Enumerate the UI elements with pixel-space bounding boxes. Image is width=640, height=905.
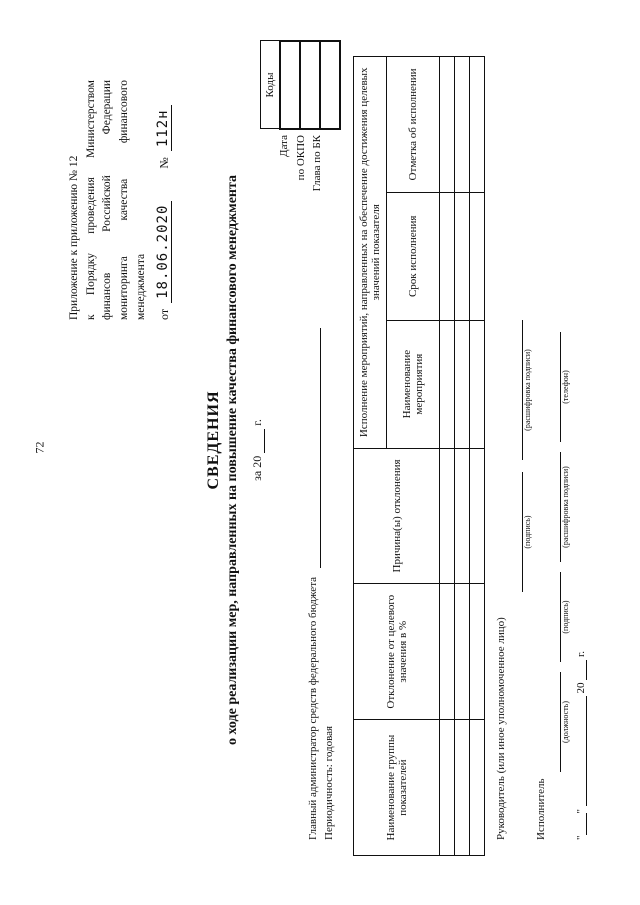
code-label-bk: Глава по БК — [311, 135, 323, 192]
measures-table — [353, 56, 485, 856]
appendix-word: проведения — [84, 177, 97, 234]
caption-decode: (расшифровка подписи) — [561, 466, 570, 548]
table-row — [470, 57, 485, 856]
admin-block — [305, 328, 337, 840]
code-cell-bk — [320, 41, 340, 129]
codes-box — [260, 40, 341, 130]
appendix-word: Порядку — [84, 253, 97, 296]
appendix-word: Федерации — [101, 80, 114, 135]
page-number: 72 — [32, 441, 47, 454]
executor-sign — [543, 572, 570, 662]
appendix-line-1: Приложение к приложению № 12 — [68, 155, 80, 320]
periodicity: Периодичность: годовая — [323, 725, 335, 840]
codes-header: Коды — [261, 41, 281, 129]
reporting-period — [250, 350, 265, 550]
header-group-name: Наименование группы показателей — [354, 720, 440, 856]
appendix-line-4 — [116, 80, 133, 320]
appendix-block — [66, 80, 149, 320]
period-year-blank — [264, 429, 265, 453]
sign-date — [575, 651, 587, 840]
header-deviation: Отклонение от целевого значения в % — [354, 584, 440, 720]
admin-line — [305, 328, 321, 840]
header-deadline: Срок исполнения — [387, 192, 440, 320]
executor-decode — [543, 452, 570, 562]
date-quote-open: " — [575, 835, 587, 840]
executor-phone — [543, 332, 570, 442]
admin-label: Главный администратор средств федерального бюджета — [307, 576, 319, 840]
date-suffix: г. — [575, 650, 587, 657]
date-year: 20 — [575, 682, 587, 694]
head-signature-label: Руководитель (или иное уполномоченное лицо) — [495, 617, 507, 840]
caption-phone: (телефон) — [561, 370, 570, 404]
appendix-word: Российской — [101, 175, 114, 232]
appendix-word: мониторинга — [118, 256, 131, 320]
appendix-line-3 — [99, 80, 116, 320]
appendix-line-2 — [83, 80, 100, 320]
code-label-okpo: по ОКПО — [294, 135, 307, 181]
code-cell-okpo — [300, 41, 320, 129]
head-decode — [505, 320, 532, 460]
form-sheet — [20, 20, 620, 880]
header-measure-name: Наименование мероприятия — [387, 320, 440, 448]
code-label-date: Дата — [278, 135, 290, 157]
header-reasons: Причина(ы) отклонения — [354, 448, 440, 584]
executor-label: Исполнитель — [535, 778, 547, 840]
header-execution-mark: Отметка об исполнении — [387, 57, 440, 193]
table-row — [440, 57, 455, 856]
order-number: 112н — [155, 105, 172, 151]
document-title: СВЕДЕНИЯ — [205, 390, 222, 490]
appendix-line-5: менеджмента — [134, 253, 147, 320]
order-prefix: от — [157, 308, 171, 320]
date-quote-close: " — [575, 809, 587, 814]
code-cell-date — [280, 41, 300, 129]
order-date: 18.06.2020 — [155, 201, 172, 303]
appendix-word: финансов — [101, 272, 114, 320]
codes-labels — [276, 135, 326, 250]
appendix-word: Министерством — [84, 80, 97, 158]
appendix-word: к — [84, 314, 97, 320]
order-no-label: № — [157, 157, 171, 169]
executor-position — [543, 672, 570, 772]
admin-blank — [320, 328, 321, 568]
document-subtitle: о ходе реализации мер, направленных на повышение качества финансового менеджмента — [225, 174, 240, 746]
head-signature — [505, 472, 532, 592]
order-line — [155, 80, 172, 320]
appendix-word: финансового — [118, 80, 131, 144]
period-year: 20 — [250, 455, 264, 468]
table-row — [455, 57, 470, 856]
period-suffix: г. — [250, 419, 264, 426]
caption-position: (должность) — [561, 701, 570, 743]
caption-decode: (расшифровка подписи) — [523, 349, 532, 431]
appendix-word: качества — [118, 178, 131, 221]
caption-sign: (подпись) — [523, 515, 532, 549]
period-prefix: за — [250, 470, 264, 481]
caption-sign: (подпись) — [561, 600, 570, 634]
header-execution-group: Исполнение мероприятий, направленных на обеспечение достижения целевых значений показателя — [354, 57, 387, 449]
